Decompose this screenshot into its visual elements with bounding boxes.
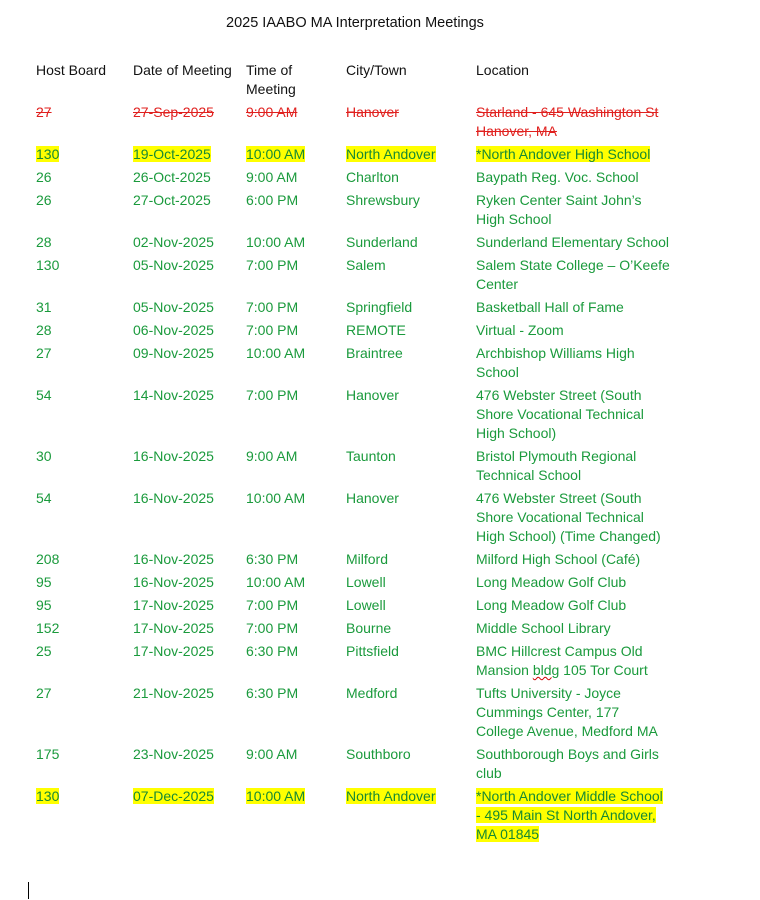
cell-location <box>470 549 676 572</box>
date-text: 16-Nov-2025 <box>133 551 214 567</box>
time-text: 7:00 PM <box>246 257 299 273</box>
cell-location <box>470 255 676 297</box>
city-text: Lowell <box>346 597 386 613</box>
cell-time <box>240 641 340 683</box>
table-row <box>30 102 676 144</box>
table-row <box>30 744 676 786</box>
host-text: 26 <box>36 192 52 208</box>
city-text: Pittsfield <box>346 643 399 659</box>
city-text: Milford <box>346 551 389 567</box>
header-host-board: Host Board <box>36 61 107 78</box>
cell-time <box>240 683 340 744</box>
location-text: Bristol Plymouth Regional Technical School <box>476 448 637 483</box>
time-text: 9:00 AM <box>246 746 298 762</box>
host-text: 26 <box>36 169 52 185</box>
cell-date <box>127 320 240 343</box>
cell-host <box>30 385 127 446</box>
cell-city <box>340 683 470 744</box>
location-text: Tufts University - Joyce Cummings Center, 177 College Avenue, Medford MA <box>476 685 658 739</box>
location-text: Virtual - Zoom <box>476 322 564 338</box>
cell-host <box>30 297 127 320</box>
header-location: Location <box>476 61 529 78</box>
city-text: Southboro <box>346 746 411 762</box>
table-row <box>30 144 676 167</box>
time-text: 7:00 PM <box>246 299 299 315</box>
host-text: 27 <box>36 104 52 120</box>
cell-location <box>470 190 676 232</box>
spellcheck-word: bldg <box>532 662 560 678</box>
time-text: 10:00 AM <box>246 345 306 361</box>
city-text: Hanover <box>346 387 399 403</box>
table-row <box>30 297 676 320</box>
host-text: 175 <box>36 746 60 762</box>
city-text: North Andover <box>346 788 436 804</box>
time-text: 7:00 PM <box>246 597 299 613</box>
location-text: Middle School Library <box>476 620 611 636</box>
cell-time <box>240 385 340 446</box>
date-text: 19-Oct-2025 <box>133 146 211 162</box>
meetings-table <box>30 59 676 847</box>
header-city: City/Town <box>346 61 407 78</box>
header-date: Date of Meeting <box>133 61 232 78</box>
text-cursor <box>28 882 29 899</box>
city-text: Sunderland <box>346 234 418 250</box>
cell-time <box>240 255 340 297</box>
cell-host <box>30 549 127 572</box>
cell-time <box>240 320 340 343</box>
table-row <box>30 618 676 641</box>
time-text: 10:00 AM <box>246 234 306 250</box>
location-text: Basketball Hall of Fame <box>476 299 624 315</box>
date-text: 05-Nov-2025 <box>133 257 214 273</box>
header-time: Time of Meeting <box>246 61 296 97</box>
host-text: 54 <box>36 387 52 403</box>
time-text: 10:00 AM <box>246 788 306 804</box>
table-row <box>30 446 676 488</box>
cell-date <box>127 488 240 549</box>
cell-host <box>30 102 127 144</box>
cell-city <box>340 255 470 297</box>
cell-date <box>127 641 240 683</box>
cell-city <box>340 385 470 446</box>
host-text: 27 <box>36 345 52 361</box>
location-text: Long Meadow Golf Club <box>476 574 627 590</box>
cell-location <box>470 232 676 255</box>
cell-location <box>470 343 676 385</box>
cell-location <box>470 744 676 786</box>
cell-date <box>127 744 240 786</box>
city-text: Shrewsbury <box>346 192 420 208</box>
date-text: 09-Nov-2025 <box>133 345 214 361</box>
table-row <box>30 683 676 744</box>
date-text: 16-Nov-2025 <box>133 574 214 590</box>
host-text: 152 <box>36 620 60 636</box>
cell-location <box>470 595 676 618</box>
cell-time <box>240 744 340 786</box>
cell-city <box>340 488 470 549</box>
table-row <box>30 641 676 683</box>
time-text: 10:00 AM <box>246 574 306 590</box>
host-text: 28 <box>36 322 52 338</box>
city-text: North Andover <box>346 146 436 162</box>
cell-time <box>240 232 340 255</box>
cell-date <box>127 683 240 744</box>
host-text: 130 <box>36 146 60 162</box>
city-text: Taunton <box>346 448 396 464</box>
host-text: 25 <box>36 643 52 659</box>
cell-location <box>470 683 676 744</box>
host-text: 130 <box>36 257 60 273</box>
date-text: 17-Nov-2025 <box>133 597 214 613</box>
date-text: 05-Nov-2025 <box>133 299 214 315</box>
cell-city <box>340 446 470 488</box>
cell-location <box>470 320 676 343</box>
time-text: 9:00 AM <box>246 104 298 120</box>
cell-host <box>30 446 127 488</box>
cell-city <box>340 618 470 641</box>
cell-location <box>470 618 676 641</box>
city-text: Lowell <box>346 574 386 590</box>
cell-time <box>240 618 340 641</box>
time-text: 7:00 PM <box>246 387 299 403</box>
cell-city <box>340 549 470 572</box>
cell-location <box>470 446 676 488</box>
cell-location <box>470 167 676 190</box>
cell-host <box>30 572 127 595</box>
table-row <box>30 167 676 190</box>
cell-date <box>127 167 240 190</box>
cell-host <box>30 190 127 232</box>
location-text: Ryken Center Saint John’s High School <box>476 192 642 227</box>
location-text: *North Andover Middle School - 495 Main St North Andover, MA 01845 <box>476 788 663 842</box>
host-text: 54 <box>36 490 52 506</box>
cell-city <box>340 786 470 847</box>
cell-location <box>470 572 676 595</box>
city-text: Salem <box>346 257 386 273</box>
cell-date <box>127 297 240 320</box>
time-text: 7:00 PM <box>246 620 299 636</box>
cell-location <box>470 786 676 847</box>
cell-host <box>30 683 127 744</box>
table-row <box>30 385 676 446</box>
date-text: 26-Oct-2025 <box>133 169 211 185</box>
cell-location <box>470 641 676 683</box>
cell-time <box>240 297 340 320</box>
date-text: 07-Dec-2025 <box>133 788 214 804</box>
cell-date <box>127 446 240 488</box>
cell-date <box>127 232 240 255</box>
cell-host <box>30 744 127 786</box>
date-text: 16-Nov-2025 <box>133 490 214 506</box>
city-text: Braintree <box>346 345 403 361</box>
cell-location <box>470 144 676 167</box>
cell-time <box>240 167 340 190</box>
host-text: 31 <box>36 299 52 315</box>
location-text: BMC Hillcrest Campus Old Mansion bldg 105 Tor Court <box>476 643 648 678</box>
cell-time <box>240 572 340 595</box>
cell-city <box>340 641 470 683</box>
time-text: 9:00 AM <box>246 169 298 185</box>
city-text: Medford <box>346 685 398 701</box>
table-row <box>30 786 676 847</box>
cell-time <box>240 446 340 488</box>
time-text: 9:00 AM <box>246 448 298 464</box>
cell-location <box>470 102 676 144</box>
cell-time <box>240 595 340 618</box>
table-row <box>30 572 676 595</box>
city-text: Springfield <box>346 299 413 315</box>
date-text: 16-Nov-2025 <box>133 448 214 464</box>
cell-city <box>340 595 470 618</box>
cell-time <box>240 144 340 167</box>
location-text: Long Meadow Golf Club <box>476 597 627 613</box>
cell-date <box>127 595 240 618</box>
cell-time <box>240 343 340 385</box>
location-text: Salem State College – O’Keefe Center <box>476 257 670 292</box>
cell-city <box>340 144 470 167</box>
cell-host <box>30 343 127 385</box>
date-text: 14-Nov-2025 <box>133 387 214 403</box>
table-row <box>30 320 676 343</box>
date-text: 02-Nov-2025 <box>133 234 214 250</box>
location-text: Archbishop Williams High School <box>476 345 635 380</box>
cell-city <box>340 190 470 232</box>
cell-date <box>127 190 240 232</box>
date-text: 17-Nov-2025 <box>133 620 214 636</box>
cell-date <box>127 618 240 641</box>
cell-host <box>30 144 127 167</box>
city-text: Charlton <box>346 169 399 185</box>
cell-date <box>127 786 240 847</box>
table-row <box>30 232 676 255</box>
time-text: 10:00 AM <box>246 146 306 162</box>
cell-host <box>30 641 127 683</box>
cell-city <box>340 102 470 144</box>
cell-time <box>240 488 340 549</box>
cell-date <box>127 343 240 385</box>
table-row <box>30 488 676 549</box>
cell-city <box>340 297 470 320</box>
table-row <box>30 190 676 232</box>
cell-date <box>127 549 240 572</box>
city-text: REMOTE <box>346 322 406 338</box>
location-text: Starland - 645 Washington St Hanover, MA <box>476 104 659 139</box>
time-text: 6:30 PM <box>246 551 299 567</box>
location-text: 476 Webster Street (South Shore Vocational Technical High School) (Time Changed) <box>476 490 661 544</box>
date-text: 23-Nov-2025 <box>133 746 214 762</box>
time-text: 7:00 PM <box>246 322 299 338</box>
cell-time <box>240 786 340 847</box>
location-text: 476 Webster Street (South Shore Vocational Technical High School) <box>476 387 644 441</box>
cell-city <box>340 572 470 595</box>
cell-time <box>240 190 340 232</box>
cell-location <box>470 488 676 549</box>
date-text: 27-Oct-2025 <box>133 192 211 208</box>
cell-host <box>30 167 127 190</box>
time-text: 6:30 PM <box>246 643 299 659</box>
cell-host <box>30 786 127 847</box>
date-text: 21-Nov-2025 <box>133 685 214 701</box>
cell-host <box>30 595 127 618</box>
city-text: Bourne <box>346 620 392 636</box>
cell-host <box>30 255 127 297</box>
cell-date <box>127 144 240 167</box>
cell-date <box>127 572 240 595</box>
cell-host <box>30 320 127 343</box>
cell-city <box>340 167 470 190</box>
cell-date <box>127 385 240 446</box>
time-text: 6:00 PM <box>246 192 299 208</box>
location-text: *North Andover High School <box>476 146 651 162</box>
time-text: 6:30 PM <box>246 685 299 701</box>
cell-city <box>340 232 470 255</box>
cell-location <box>470 385 676 446</box>
cell-location <box>470 297 676 320</box>
location-text: Milford High School (Café) <box>476 551 641 567</box>
table-header-row <box>30 59 676 102</box>
table-row <box>30 595 676 618</box>
host-text: 30 <box>36 448 52 464</box>
document-title: 2025 IAABO MA Interpretation Meetings <box>226 15 484 31</box>
date-text: 17-Nov-2025 <box>133 643 214 659</box>
location-text: Baypath Reg. Voc. School <box>476 169 639 185</box>
host-text: 95 <box>36 597 52 613</box>
location-text: Southborough Boys and Girls club <box>476 746 659 781</box>
date-text: 27-Sep-2025 <box>133 104 214 120</box>
host-text: 28 <box>36 234 52 250</box>
cell-date <box>127 255 240 297</box>
cell-host <box>30 488 127 549</box>
host-text: 95 <box>36 574 52 590</box>
cell-date <box>127 102 240 144</box>
host-text: 27 <box>36 685 52 701</box>
table-row <box>30 255 676 297</box>
cell-city <box>340 744 470 786</box>
time-text: 10:00 AM <box>246 490 306 506</box>
city-text: Hanover <box>346 104 399 120</box>
location-text: Sunderland Elementary School <box>476 234 670 250</box>
host-text: 130 <box>36 788 60 804</box>
table-row <box>30 343 676 385</box>
cell-host <box>30 618 127 641</box>
cell-city <box>340 343 470 385</box>
cell-host <box>30 232 127 255</box>
cell-time <box>240 549 340 572</box>
cell-time <box>240 102 340 144</box>
city-text: Hanover <box>346 490 399 506</box>
date-text: 06-Nov-2025 <box>133 322 214 338</box>
host-text: 208 <box>36 551 60 567</box>
table-row <box>30 549 676 572</box>
cell-city <box>340 320 470 343</box>
